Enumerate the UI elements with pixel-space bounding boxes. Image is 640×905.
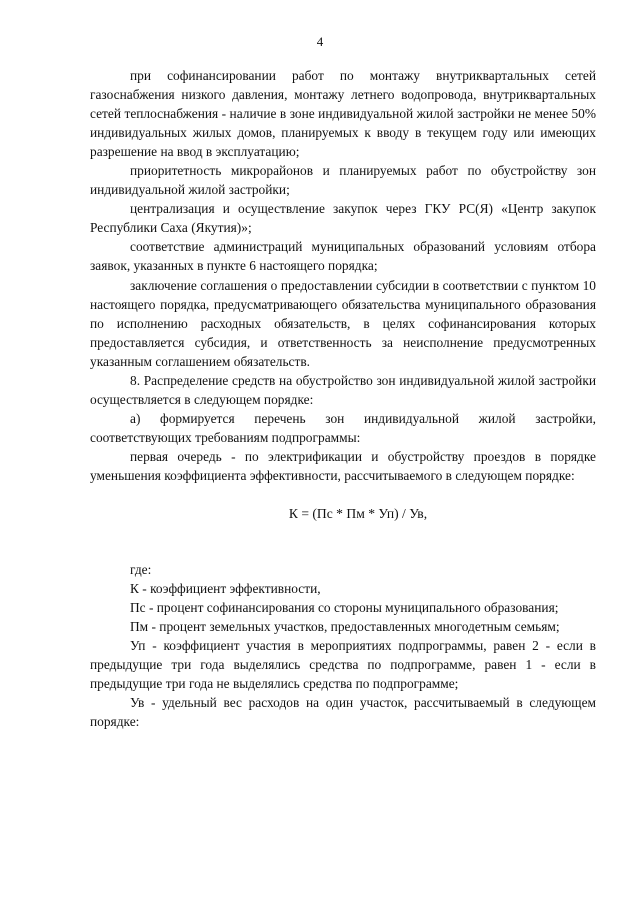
page-number: 4: [316, 34, 324, 49]
paragraph-cofinancing-condition: при софинансировании работ по монтажу внутриквартальных сетей газоснабжения низкого давления, монтажу летнего водопровода, внутриквартальных сетей теплоснабжения - наличие в зоне индивидуальной жилой застройки не менее 50% индивидуальных жилых домов, планируемых к вводу в текущем году или имеющих разрешение на ввод в эксплуатацию;: [90, 68, 596, 160]
paragraph-section-8: 8. Распределение средств на обустройство зон индивидуальной жилой застройки осуществляется в следующем порядке:: [90, 372, 596, 407]
definition-up: Уп - коэффициент участия в мероприятиях подпрограммы, равен 2 - если в предыдущие три года выделялись средства по подпрограмме, равен 1 - если в предыдущие три года не выделялись средства по подпрограмме;: [90, 638, 596, 692]
paragraph-centralization: централизация и осуществление закупок через ГКУ РС(Я) «Центр закупок Республики Саха (Якутия)»;: [90, 201, 596, 236]
paragraph-first-priority: первая очередь - по электрификации и обустройству проездов в порядке уменьшения коэффициента эффективности, рассчитываемого в следующем порядке:: [90, 448, 596, 483]
paragraph-list-a: а) формируется перечень зон индивидуальной жилой застройки, соответствующих требованиям подпрограммы:: [90, 410, 596, 445]
document-body: [90, 66, 596, 732]
definition-pm: Пм - процент земельных участков, предоставленных многодетным семьям;: [130, 619, 560, 635]
efficiency-formula: К = (Пс * Пм * Уп) / Ув,: [288, 506, 428, 522]
definition-k: К - коэффициент эффективности,: [130, 581, 321, 597]
definition-where: где:: [130, 562, 152, 578]
paragraph-priority: приоритетность микрорайонов и планируемых работ по обустройству зон индивидуальной жилой застройки;: [90, 163, 596, 198]
paragraph-agreement: заключение соглашения о предоставлении субсидии в соответствии с пунктом 10 настоящего порядка, предусматривающего обязательства муниципального образования по исполнению расходных обязательств, в целях софинансирования которых предоставляется субсидия, и ответственность за неисполнение предусмотренных указанным соглашением обязательств.: [90, 277, 596, 369]
definition-ps: Пс - процент софинансирования со стороны муниципального образования;: [130, 600, 559, 616]
paragraph-compliance: соответствие администраций муниципальных образований условиям отбора заявок, указанных в пункте 6 настоящего порядка;: [90, 239, 596, 274]
definition-uv: Ув - удельный вес расходов на один участок, рассчитываемый в следующем порядке:: [90, 695, 596, 730]
